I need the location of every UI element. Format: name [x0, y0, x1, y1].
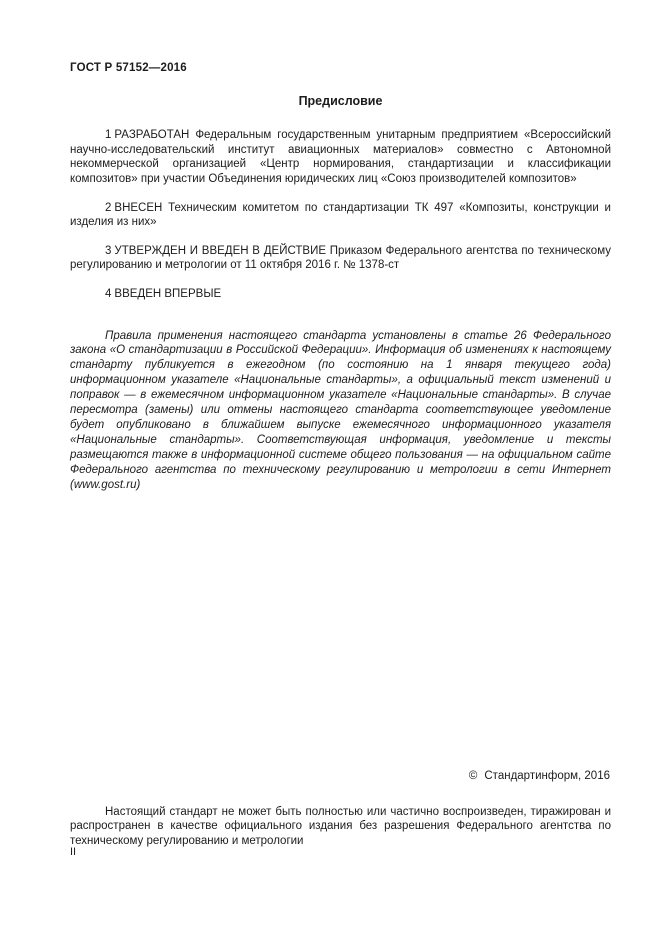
- copyright-holder: Стандартинформ, 2016: [484, 770, 610, 782]
- page-number: II: [70, 846, 77, 858]
- clause-2-text: Техническим комитетом по стандартизации ТК 497 «Композиты, конструкции и изделия из них»: [70, 201, 611, 229]
- clause-1-keyword: РАЗРАБОТАН: [114, 129, 190, 142]
- clause-4: [70, 287, 611, 302]
- clause-1-text: Федеральным государственным унитарным предприятием «Всероссийский научно-исследовательский институт авиационных материалов» совместно с Автономной некоммерческой организацией «Центр нормирования, стандартизации и классификации композитов» при участии Объединения юридических лиц «Союз производителей композитов»: [70, 129, 611, 185]
- reproduction-restriction-note: Настоящий стандарт не может быть полностью или частично воспроизведен, тиражирован и распространен в качестве официального издания без разрешения Федерального агентства по техническому регулированию и метрологии: [70, 805, 611, 847]
- clause-3-keyword: УТВЕРЖДЕН И ВВЕДЕН В ДЕЙСТВИЕ: [114, 244, 327, 257]
- clause-3-number: 3: [105, 244, 112, 257]
- clause-3-text: Приказом Федерального агентства по техническому регулированию и метрологии от 11 октября 2016 г. № 1378-ст: [70, 244, 611, 272]
- clause-3: [70, 244, 611, 273]
- clause-2-keyword: ВНЕСЕН: [114, 201, 163, 214]
- clause-1-number: 1: [105, 129, 112, 142]
- copyright-line: [469, 769, 610, 784]
- clause-2: [70, 201, 611, 230]
- clause-2-number: 2: [105, 201, 112, 214]
- copyright-symbol: ©: [468, 770, 478, 782]
- document-code: ГОСТ Р 57152—2016: [70, 62, 187, 74]
- page-title: Предисловие: [298, 93, 383, 108]
- clause-4-keyword: ВВЕДЕН ВПЕРВЫЕ: [114, 287, 222, 300]
- application-rules-note: Правила применения настоящего стандарта установлены в статье 26 Федерального закона «О стандартизации в Российской Федерации». Информация об изменениях к настоящему стандарту публикуется в ежегодном (по состоянию на 1 января текущего года) информационном указателе «Национальные стандарты», а официальный текст изменений и поправок — в ежемесячном информационном указателе «Национальные стандарты». В случае пересмотра (замены) или отмены настоящего стандарта соответствующее уведомление будет опубликовано в ближайшем выпуске ежемесячного информационного указателя «Национальные стандарты». Соответствующая информация, уведомление и тексты размещаются также в информационной системе общего пользования — на официальном сайте Федерального агентства по техническому регулированию и метрологии в сети Интернет (www.gost.ru): [70, 329, 611, 491]
- clause-4-number: 4: [105, 287, 112, 300]
- foreword-clauses: [70, 128, 611, 301]
- page-content: [70, 61, 611, 493]
- clause-1: [70, 128, 611, 186]
